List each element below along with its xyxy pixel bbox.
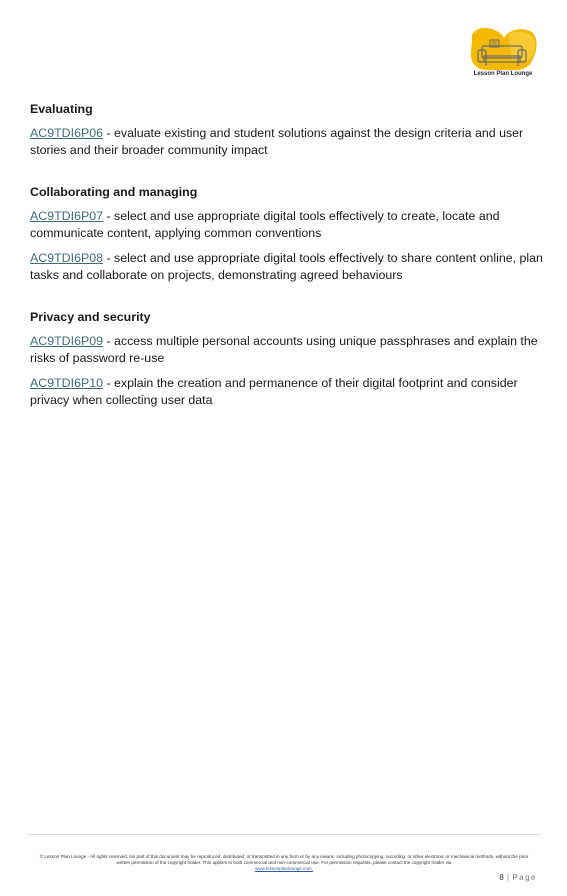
- logo-caption: Lesson Plan Lounge: [473, 71, 533, 77]
- page-number: [499, 873, 537, 882]
- standard-code-link[interactable]: AC9TDI6P06: [30, 126, 104, 140]
- section-privacy: [30, 310, 545, 409]
- standard-item: [30, 250, 545, 284]
- section-heading: Collaborating and managing: [30, 185, 198, 199]
- footer-copyright: © Lesson Plan Lounge - All rights reserved. No part of this document may be reproduced, distributed, or transmitted in any form or by any means, including photocopying, recording, or other electronic or mechanical methods, without the prior written permission of the copyright holder. This applies to both commercial and non-commercial use. For permission requests, please contact the copyright holder via: [39, 854, 529, 865]
- standard-code-link[interactable]: AC9TDI6P10: [30, 376, 104, 390]
- standard-description: - select and use appropriate digital tools effectively to create, locate and communicate content, applying common conventions: [30, 209, 500, 240]
- standard-code-link[interactable]: AC9TDI6P09: [30, 334, 104, 348]
- standard-description: - explain the creation and permanence of their digital footprint and consider privacy when collecting user data: [30, 376, 518, 407]
- standard-description: - access multiple personal accounts using unique passphrases and explain the risks of password re-use: [30, 334, 538, 365]
- standard-item: [30, 208, 545, 242]
- page-label: Page: [512, 873, 537, 882]
- footer-website-link[interactable]: www.lessonplanlounge.com.: [255, 866, 313, 871]
- section-heading: Privacy and security: [30, 310, 151, 324]
- standard-item: [30, 333, 545, 367]
- standard-item: [30, 375, 545, 409]
- section-collaborating: [30, 185, 545, 284]
- standard-code-link[interactable]: AC9TDI6P08: [30, 251, 104, 265]
- footer-divider: [28, 834, 540, 835]
- page-number-value: 8: [499, 873, 505, 882]
- standards-content: [30, 102, 545, 435]
- standard-code-link[interactable]: AC9TDI6P07: [30, 209, 104, 223]
- standard-item: [30, 125, 545, 159]
- section-heading: Evaluating: [30, 102, 93, 116]
- section-evaluating: [30, 102, 545, 159]
- page-separator: |: [507, 873, 510, 882]
- standard-description: - evaluate existing and student solutions against the design criteria and user stories and their broader community impact: [30, 126, 524, 157]
- standard-description: - select and use appropriate digital tools effectively to share content online, plan tasks and collaborate on projects, demonstrating agreed behaviours: [30, 251, 543, 282]
